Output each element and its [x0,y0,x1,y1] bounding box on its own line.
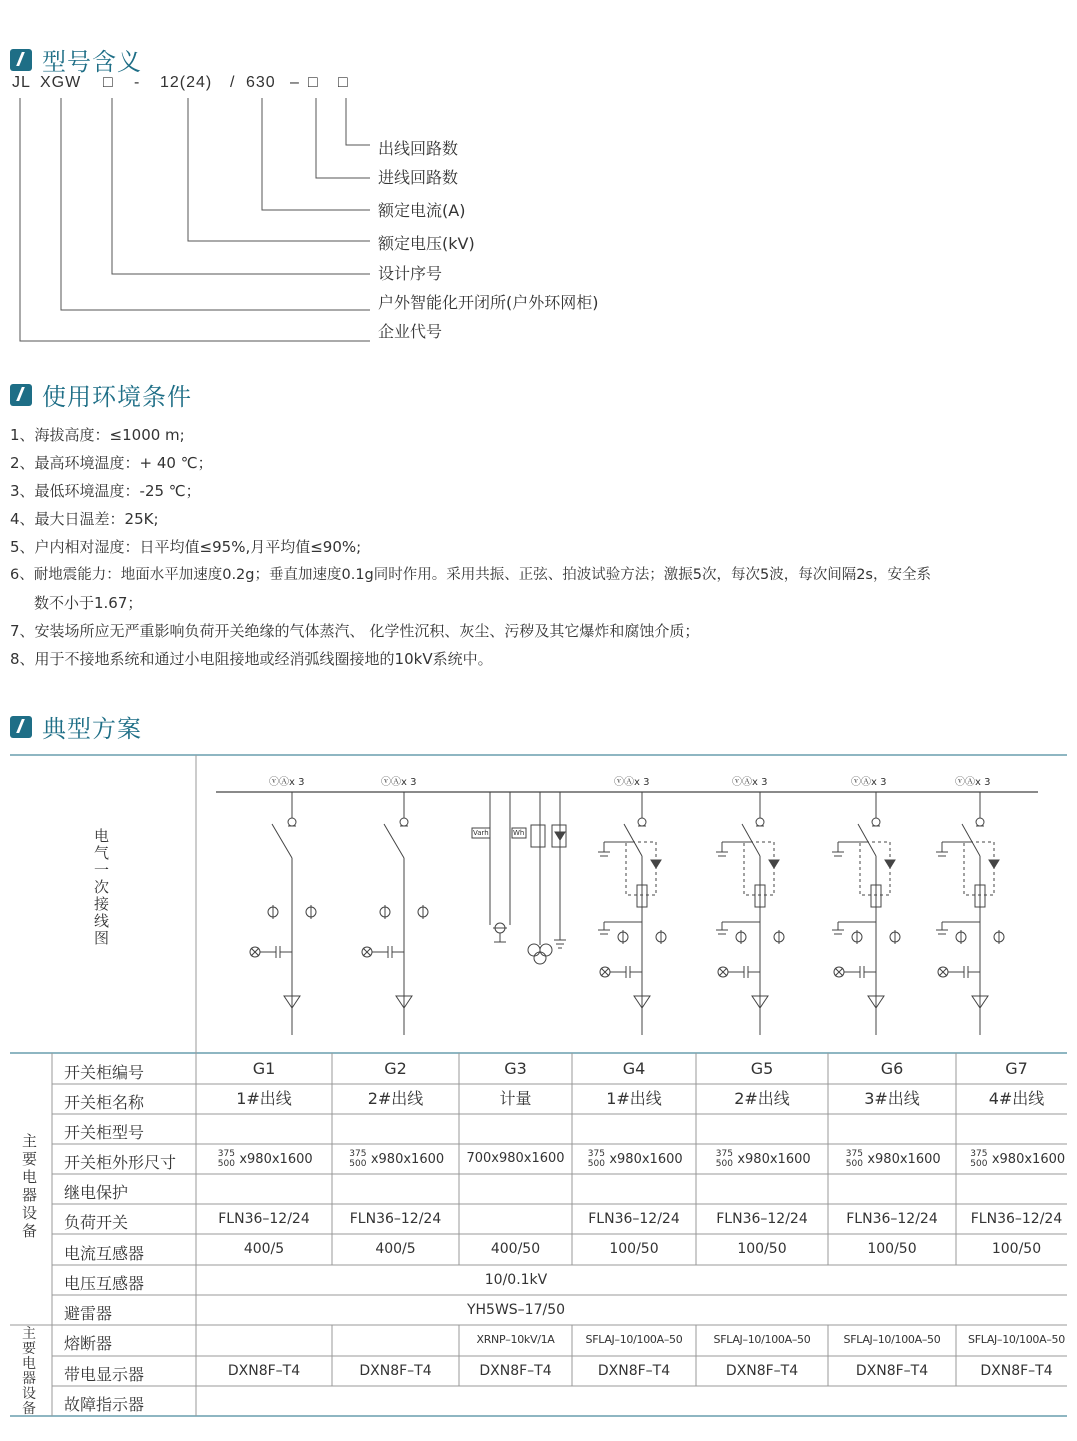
dims-rest: x980x1600 [239,1151,313,1167]
model-legend-item: 额定电压(kV) [378,234,475,253]
model-legend-item: 出线回路数 [378,139,459,158]
cabinet-id-cell: G4 [622,1059,646,1078]
environment-item: 8、用于不接地系统和通过小电阻接地或经消弧线圈接地的10kV系统中。 [10,650,493,668]
row-label: 开关柜外形尺寸 [64,1153,177,1172]
ct-cell: 400/5 [243,1241,285,1257]
model-token: □ [338,74,349,91]
cabinet-id-cell: G6 [880,1059,904,1078]
ct-cell: 100/50 [737,1241,787,1257]
meter-label: ⓥⒶx 3 [381,777,417,788]
fuse-cell: SFLAJ–10/100A–50 [585,1333,683,1346]
live-display-cell: DXN8F–T4 [725,1363,799,1379]
group-label-main-equipment: 主要电器设备 [22,1132,38,1240]
cabinet-id-cell: G1 [252,1059,276,1078]
row-label: 负荷开关 [64,1213,129,1232]
cabinet-dims-cell [572,1144,696,1174]
model-token: □ [103,74,114,91]
dims-rest: x980x1600 [737,1151,811,1167]
load-switch-cell: FLN36–12/24 [588,1211,680,1227]
environment-item: 5、户内相对湿度：日平均值≤95%,月平均值≤90%; [10,538,362,556]
dims-fraction: 375 500 [970,1149,988,1169]
row-label: 电流互感器 [64,1244,145,1263]
cabinet-dims-cell [332,1144,459,1174]
dims-rest: x980x1600 [609,1151,683,1167]
model-legend-item: 企业代号 [378,322,443,341]
cabinet-name-cell: 2#出线 [734,1089,790,1108]
vt-cell: 10/0.1kV [484,1272,548,1288]
model-legend-item: 进线回路数 [378,168,459,187]
meter-label: ⓥⒶx 3 [269,777,305,788]
diagram-label: 电气一次接线图 [94,827,110,947]
cabinet-dims-cell [956,1144,1077,1174]
section-title-model-text: 型号含义 [42,48,142,76]
live-display-cell: DXN8F–T4 [980,1363,1053,1379]
environment-item-continued: 数不小于1.67； [34,594,143,612]
load-switch-cell: FLN36–12/24 [218,1211,310,1227]
cabinet-id-cell: G7 [1005,1059,1028,1078]
ct-cell: 400/50 [490,1241,541,1257]
environment-item: 2、最高环境温度：+ 40 ℃； [10,454,213,472]
live-display-cell: DXN8F–T4 [479,1363,552,1379]
ct-cell: 100/50 [991,1241,1042,1257]
load-switch-cell: FLN36–12/24 [970,1211,1063,1227]
environment-item: 4、最大日温差：25K; [10,510,159,528]
live-display-cell: DXN8F–T4 [597,1363,671,1379]
load-switch-cell: FLN36–12/24 [846,1211,938,1227]
load-switch-cell: FLN36–12/24 [716,1211,808,1227]
ct-cell: 100/50 [609,1241,659,1257]
model-legend-item: 设计序号 [378,264,443,283]
model-token: - [134,74,141,91]
fuse-cell: SFLAJ–10/100A–50 [713,1333,811,1346]
live-display-cell: DXN8F–T4 [359,1363,432,1379]
row-label: 开关柜型号 [64,1123,145,1142]
model-token: 630 [246,74,276,91]
meter-label: ⓥⒶx 3 [732,777,768,788]
section-title-scheme-text: 典型方案 [42,715,142,743]
model-token: JL [12,74,31,91]
row-label: 电压互感器 [64,1274,145,1293]
row-label: 带电显示器 [64,1365,145,1384]
model-token: – [290,74,300,91]
arrester-cell: YH5WS–17/50 [466,1302,566,1318]
cabinet-name-cell: 3#出线 [864,1089,920,1108]
dims-rest: x980x1600 [370,1151,445,1167]
environment-item: 1、海拔高度：≤1000 m; [10,426,185,444]
dims-fraction: 375 500 [349,1149,367,1169]
model-token: □ [308,74,319,91]
fuse-cell: SFLAJ–10/100A–50 [968,1333,1065,1346]
environment-item: 6、耐地震能力：地面水平加速度0.2g；垂直加速度0.1g同时作用。采用共振、正弦、拍波试验方法；激振5次，每次5波，每次间隔2s，安全系 [10,567,931,583]
environment-item: 3、最低环境温度：-25 ℃； [10,482,201,500]
cabinet-dims-cell [196,1144,332,1174]
row-label: 熔断器 [64,1334,113,1353]
dims-fraction: 375 500 [217,1149,235,1169]
ct-cell: 100/50 [867,1241,917,1257]
row-label: 继电保护 [64,1183,129,1202]
section-title-environment-text: 使用环境条件 [42,383,192,411]
live-display-cell: DXN8F–T4 [227,1363,301,1379]
wh-meter-label: Wh [513,829,525,837]
cabinet-id-cell: G2 [384,1059,407,1078]
row-label: 避雷器 [64,1304,113,1323]
cabinet-dims-cell [696,1144,828,1174]
model-token: XGW [40,74,82,91]
dims-fraction: 375 500 [587,1149,605,1169]
dims-fraction: 375 500 [715,1149,733,1169]
row-label: 开关柜编号 [64,1063,145,1082]
cabinet-id-cell: G3 [504,1059,527,1078]
cabinet-name-cell: 1#出线 [236,1089,292,1108]
cabinet-name-cell: 2#出线 [367,1089,424,1108]
varh-meter-label: Varh [473,829,489,837]
cabinet-name-cell: 4#出线 [988,1089,1045,1108]
cabinet-dims-cell: 700x980x1600 [466,1151,565,1166]
cabinet-id-cell: G5 [750,1059,774,1078]
dims-fraction: 375 500 [845,1149,863,1169]
dims-rest: x980x1600 [991,1151,1066,1167]
cabinet-name-cell: 计量 [499,1089,532,1108]
meter-label: ⓥⒶx 3 [955,777,991,788]
model-legend-item: 户外智能化开闭所(户外环网柜) [378,293,599,312]
cabinet-dims-cell [828,1144,956,1174]
fuse-cell: SFLAJ–10/100A–50 [843,1333,941,1346]
model-token: 12(24) [160,74,213,91]
model-legend-item: 额定电流(A) [378,201,466,220]
live-display-cell: DXN8F–T4 [855,1363,929,1379]
meter-label: ⓥⒶx 3 [614,777,650,788]
fuse-cell: XRNP–10kV/1A [476,1333,555,1346]
load-switch-cell: FLN36–12/24 [349,1211,442,1227]
dims-rest: x980x1600 [867,1151,941,1167]
cabinet-name-cell: 1#出线 [606,1089,662,1108]
row-label: 开关柜名称 [64,1093,145,1112]
meter-label: ⓥⒶx 3 [851,777,887,788]
group-label-main-equipment-2: 主要电器设备 [22,1326,36,1417]
ct-cell: 400/5 [375,1241,416,1257]
row-label: 故障指示器 [64,1395,145,1414]
model-token: / [230,74,236,91]
environment-item: 7、安装场所应无严重影响负荷开关绝缘的气体蒸汽、 化学性沉积、灰尘、污秽及其它爆炸和腐蚀介质； [10,622,700,640]
